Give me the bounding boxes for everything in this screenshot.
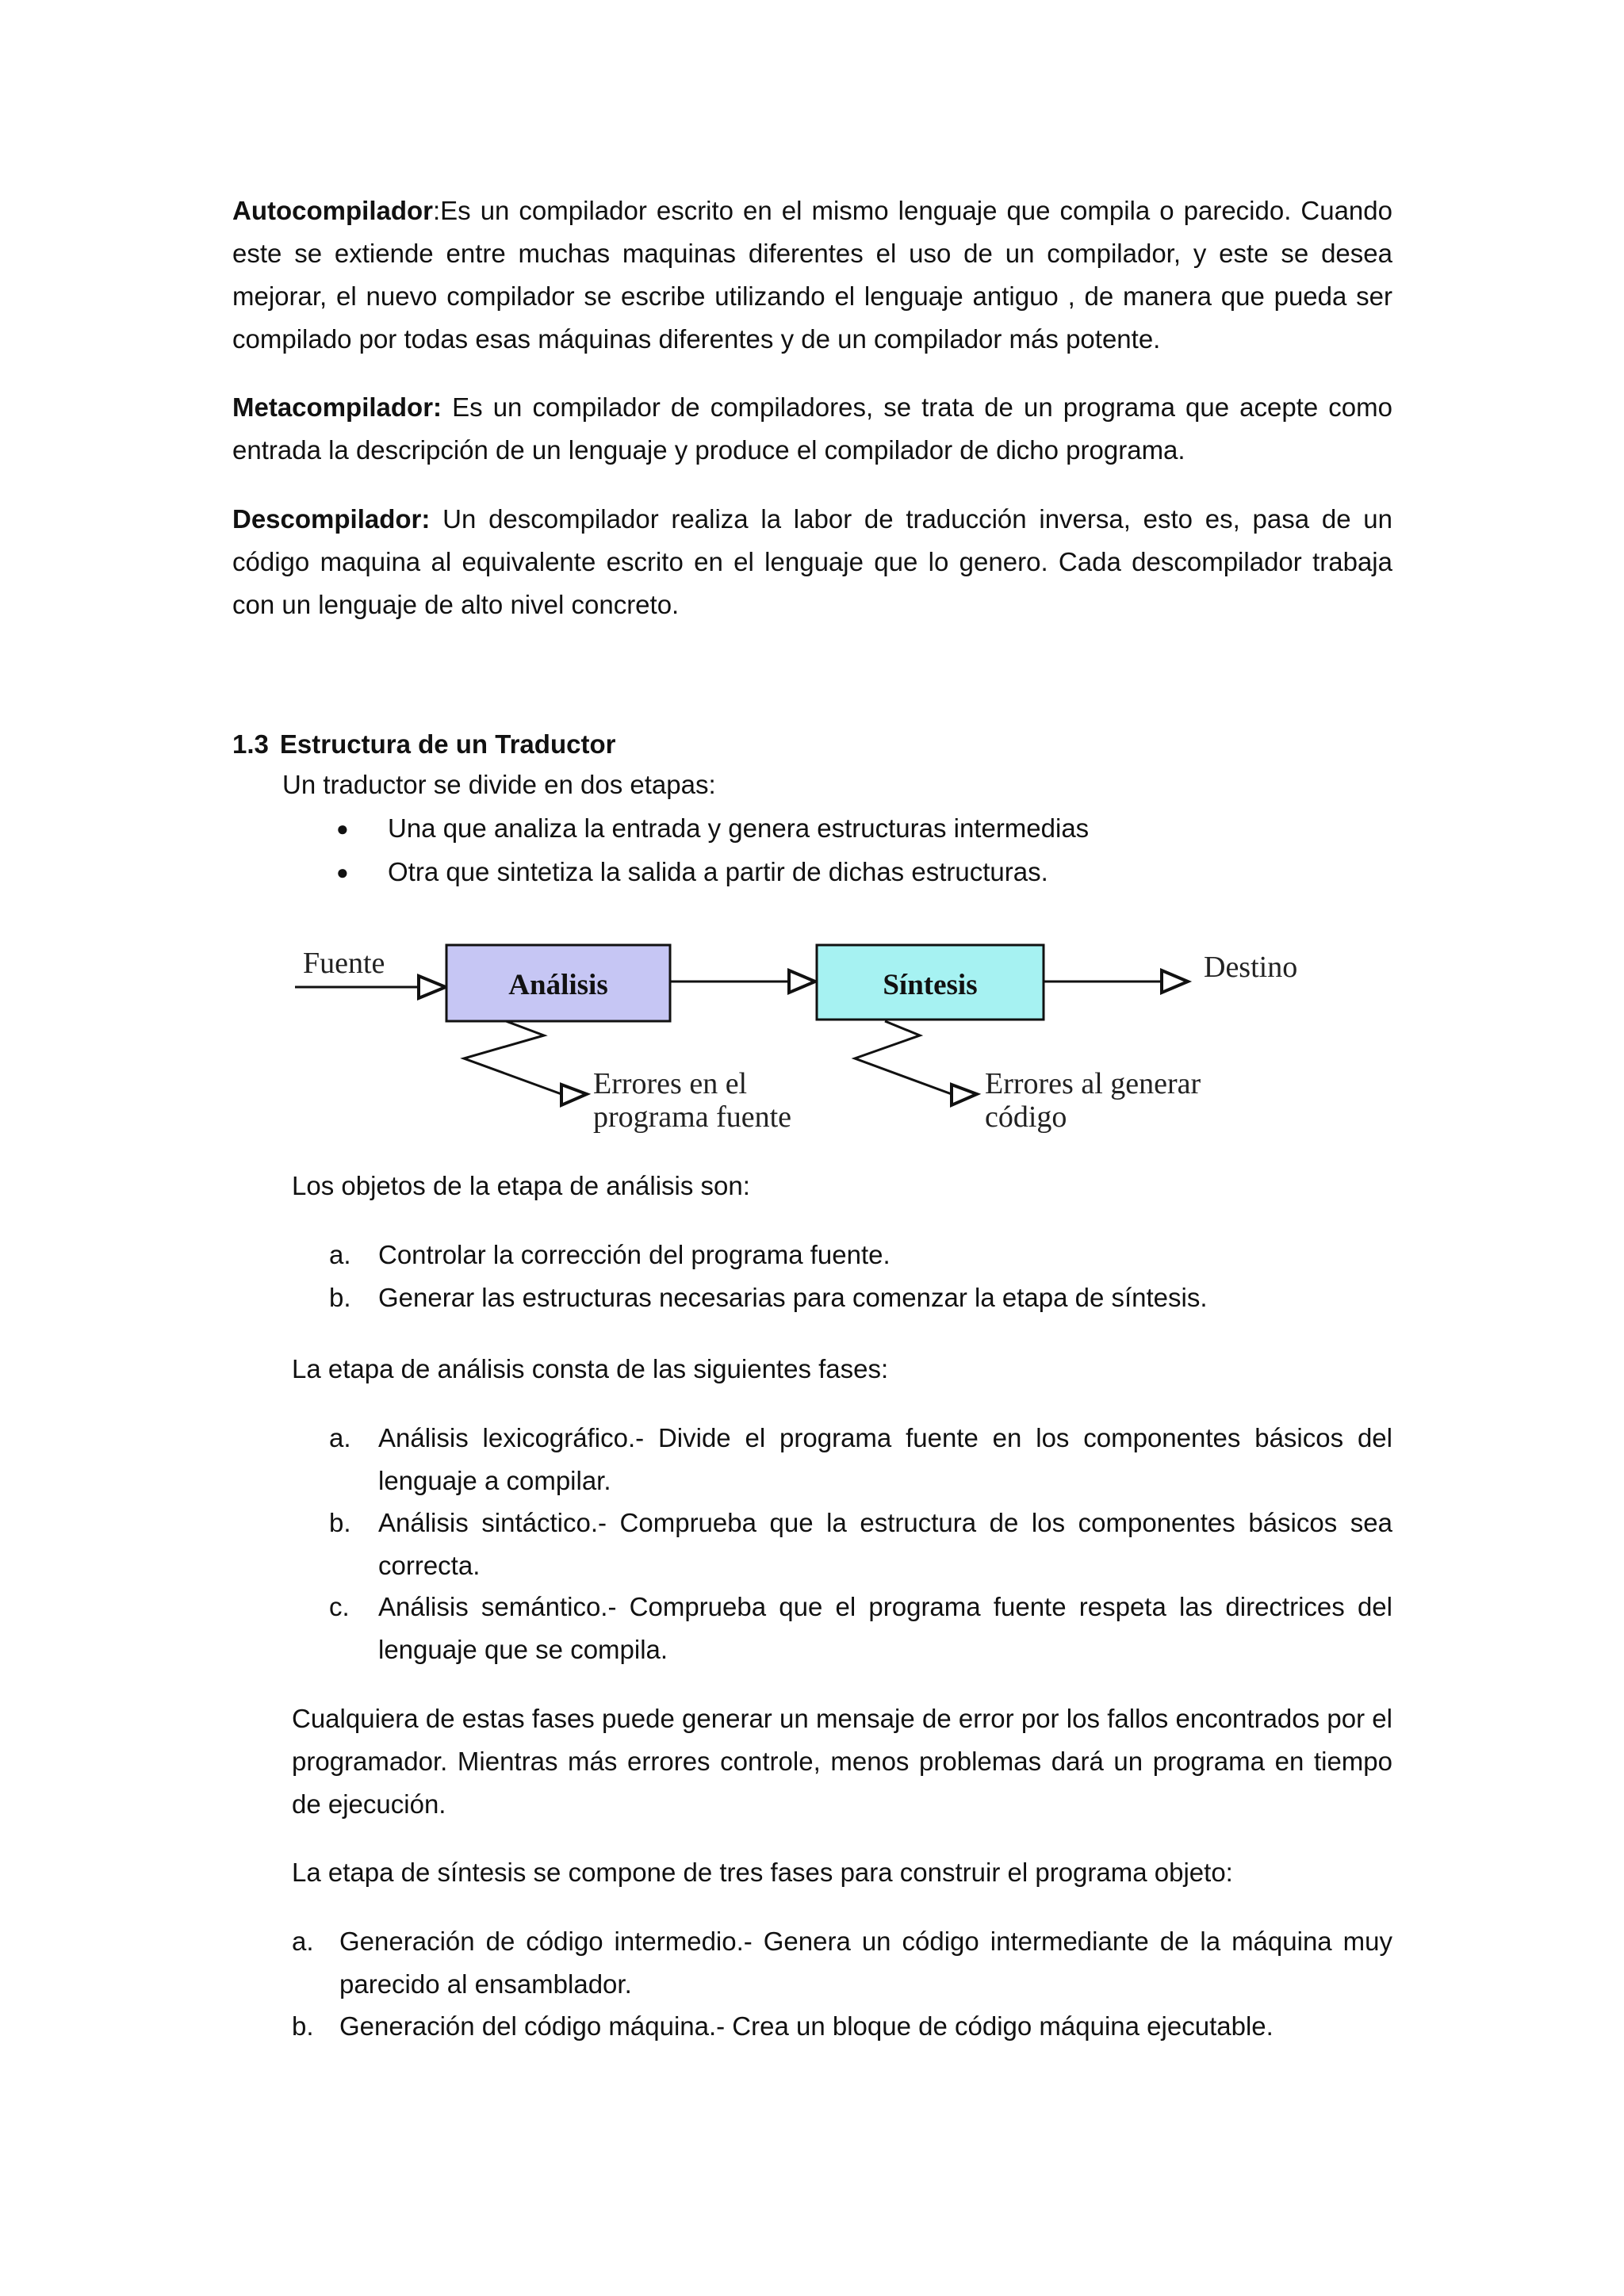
bullet-marker: ● xyxy=(336,817,349,840)
list-marker: b. xyxy=(292,2011,314,2041)
bullet-marker: ● xyxy=(336,860,349,884)
list-item: a. Generación de código intermedio.- Genera un código intermediante de la máquina muy parecido al ensamblador. xyxy=(292,1920,1392,2006)
analysis-phases-intro: La etapa de análisis consta de las siguientes fases: xyxy=(292,1354,889,1383)
error-label-1-line1: Errores en el xyxy=(593,1067,748,1100)
document-page: Autocompilador:Es un compilador escrito en el mismo lenguaje que compila o parecido. Cuando este se extiende entre muchas maquinas diferentes el uso de un compilador, y este se desea mejorar, el nuevo compilador se escribe utilizando el lenguaje antiguo , de manera que pueda ser compilado por todas esas máquinas diferentes y de un compilador más potente. Metacompilador: Es un compilador de compiladores, se trata de un programa que acepte como entrada la descripción de un lenguaje y produce el compilador de dicho programa. Descompilador: Un descompilador realiza la labor de traducción inversa, esto es, pasa de un código maquina al equivalente escrito en el lenguaje que lo genero. Cada descompilador trabaja con un lenguaje de alto nivel concreto. 1.3 Estructura de un Traductor Un traductor se divide en dos etapas: ● Una que analiza la entrada y genera estructuras intermedias ● Otra que sintetiza la salida a partir de dichas estructuras. Fuente Análisis Síntesis Destino Errores en el programa fuente Errores al generar código Los objetos de la etapa de análisis son: a. Controlar la corrección del programa fuente. b. Generar las estructuras necesarias para comenzar la etapa de síntesis. La etapa de análisis consta de las siguientes fases: a. Análisis lexicográfico.- Divide el programa fuente en los componentes básicos del lenguaje a compilar. b. Análisis sintáctico.- Comprueba que la estructura de los componentes básicos sea correcta. c. Análisis semántico.- Comprueba que el programa fuente respeta las directrices del lenguaje que se compila. Cualquiera de estas fases puede generar un mensaje de error por los fallos encontrados por el programador. Mientras más errores controle, menos problemas dará un programa en tiempo de ejecución. La etapa de síntesis se compone de tres fases para construir el programa objeto: a. Generación de código intermedio.- Genera un código intermediante de la máquina muy parecido al ensamblador. b. Generación del código máquina.- Crea un bloque de código máquina ejecutable. xyxy=(0,0,1624,2296)
definition-text: Un descompilador realiza la labor de traducción inversa, esto es, pasa de un código maquina al equivalente escrito en el lenguaje que lo genero. Cada descompilador trabaja con un lenguaje de alto nivel concreto. xyxy=(232,504,1392,619)
list-item: b. Análisis sintáctico.- Comprueba que la estructura de los componentes básicos sea correcta. xyxy=(329,1502,1392,1587)
translator-diagram xyxy=(285,932,1316,1146)
error-arrowhead-2 xyxy=(952,1085,977,1105)
list-item: c. Análisis semántico.- Comprueba que el programa fuente respeta las directrices del lenguaje que se compila. xyxy=(329,1586,1392,1671)
analysis-box-label: Análisis xyxy=(508,969,608,1001)
list-marker: a. xyxy=(329,1240,351,1269)
list-item: a. Análisis lexicográfico.- Divide el programa fuente en los componentes básicos del lenguaje a compilar. xyxy=(329,1417,1392,1502)
section-intro: Un traductor se divide en dos etapas: xyxy=(282,770,716,799)
definition-metacompilador xyxy=(232,386,1392,472)
error-label-2-line2: código xyxy=(985,1100,1067,1134)
error-zigzag-1 xyxy=(464,1021,561,1094)
section-title: Estructura de un Traductor xyxy=(279,729,616,759)
definition-term: Descompilador: xyxy=(232,504,431,534)
diagram-output-label: Destino xyxy=(1204,951,1298,984)
list-item: a. Controlar la corrección del programa fuente. xyxy=(329,1234,1392,1276)
list-item: b. Generación del código máquina.- Crea un bloque de código máquina ejecutable. xyxy=(292,2005,1392,2048)
list-marker: c. xyxy=(329,1592,350,1621)
analysis-objects-intro: Los objetos de la etapa de análisis son: xyxy=(292,1171,750,1200)
synthesis-intro: La etapa de síntesis se compone de tres fases para construir el programa objeto: xyxy=(292,1858,1233,1887)
list-marker: a. xyxy=(329,1423,351,1452)
error-label-2-line1: Errores al generar xyxy=(985,1067,1201,1100)
definition-term: Autocompilador xyxy=(232,196,433,225)
middle-arrowhead xyxy=(789,970,815,993)
list-marker: a. xyxy=(292,1927,314,1956)
definition-text: Es un compilador de compiladores, se trata de un programa que acepte como entrada la descripción de un lenguaje y produce el compilador de dicho programa. xyxy=(232,392,1393,465)
definition-descompilador xyxy=(232,498,1392,626)
definition-autocompilador: Autocompilador:Es un compilador escrito en el mismo lenguaje que compila o parecido. Cuando este se extiende entre muchas maquinas diferentes el uso de un compilador, y este se desea mejorar, el nuevo compilador se escribe utilizando el lenguaje antiguo , de manera que pueda ser compilado por todas esas máquinas diferentes y de un compilador más potente. xyxy=(232,196,1392,354)
definition-text: Es un compilador escrito en el mismo lenguaje que compila o parecido. Cuando este se extiende entre muchas maquinas diferentes el uso de un compilador, y este se desea mejorar, el nuevo compilador se escribe utilizando el lenguaje antiguo , de manera que pueda ser compilado por todas esas máquinas diferentes y de un compilador más potente. xyxy=(232,196,1392,354)
list-marker: b. xyxy=(329,1283,351,1312)
definition-term: Metacompilador: xyxy=(232,392,442,422)
section-heading xyxy=(232,723,615,766)
diagram-input-label: Fuente xyxy=(303,947,385,980)
synthesis-box-label: Síntesis xyxy=(883,969,978,1001)
error-zigzag-2 xyxy=(855,1021,952,1094)
error-label-1-line2: programa fuente xyxy=(593,1100,792,1134)
list-marker: b. xyxy=(329,1508,351,1537)
section-number: 1.3 xyxy=(232,729,269,759)
output-arrowhead xyxy=(1162,970,1188,993)
error-arrowhead-1 xyxy=(561,1085,587,1105)
list-item: b. Generar las estructuras necesarias para comenzar la etapa de síntesis. xyxy=(329,1276,1392,1319)
errors-paragraph: Cualquiera de estas fases puede generar un mensaje de error por los fallos encontrados por el programador. Mientras más errores controle, menos problemas dará un programa en tiempo de ejecución. xyxy=(292,1704,1392,1819)
input-arrowhead xyxy=(419,976,446,998)
